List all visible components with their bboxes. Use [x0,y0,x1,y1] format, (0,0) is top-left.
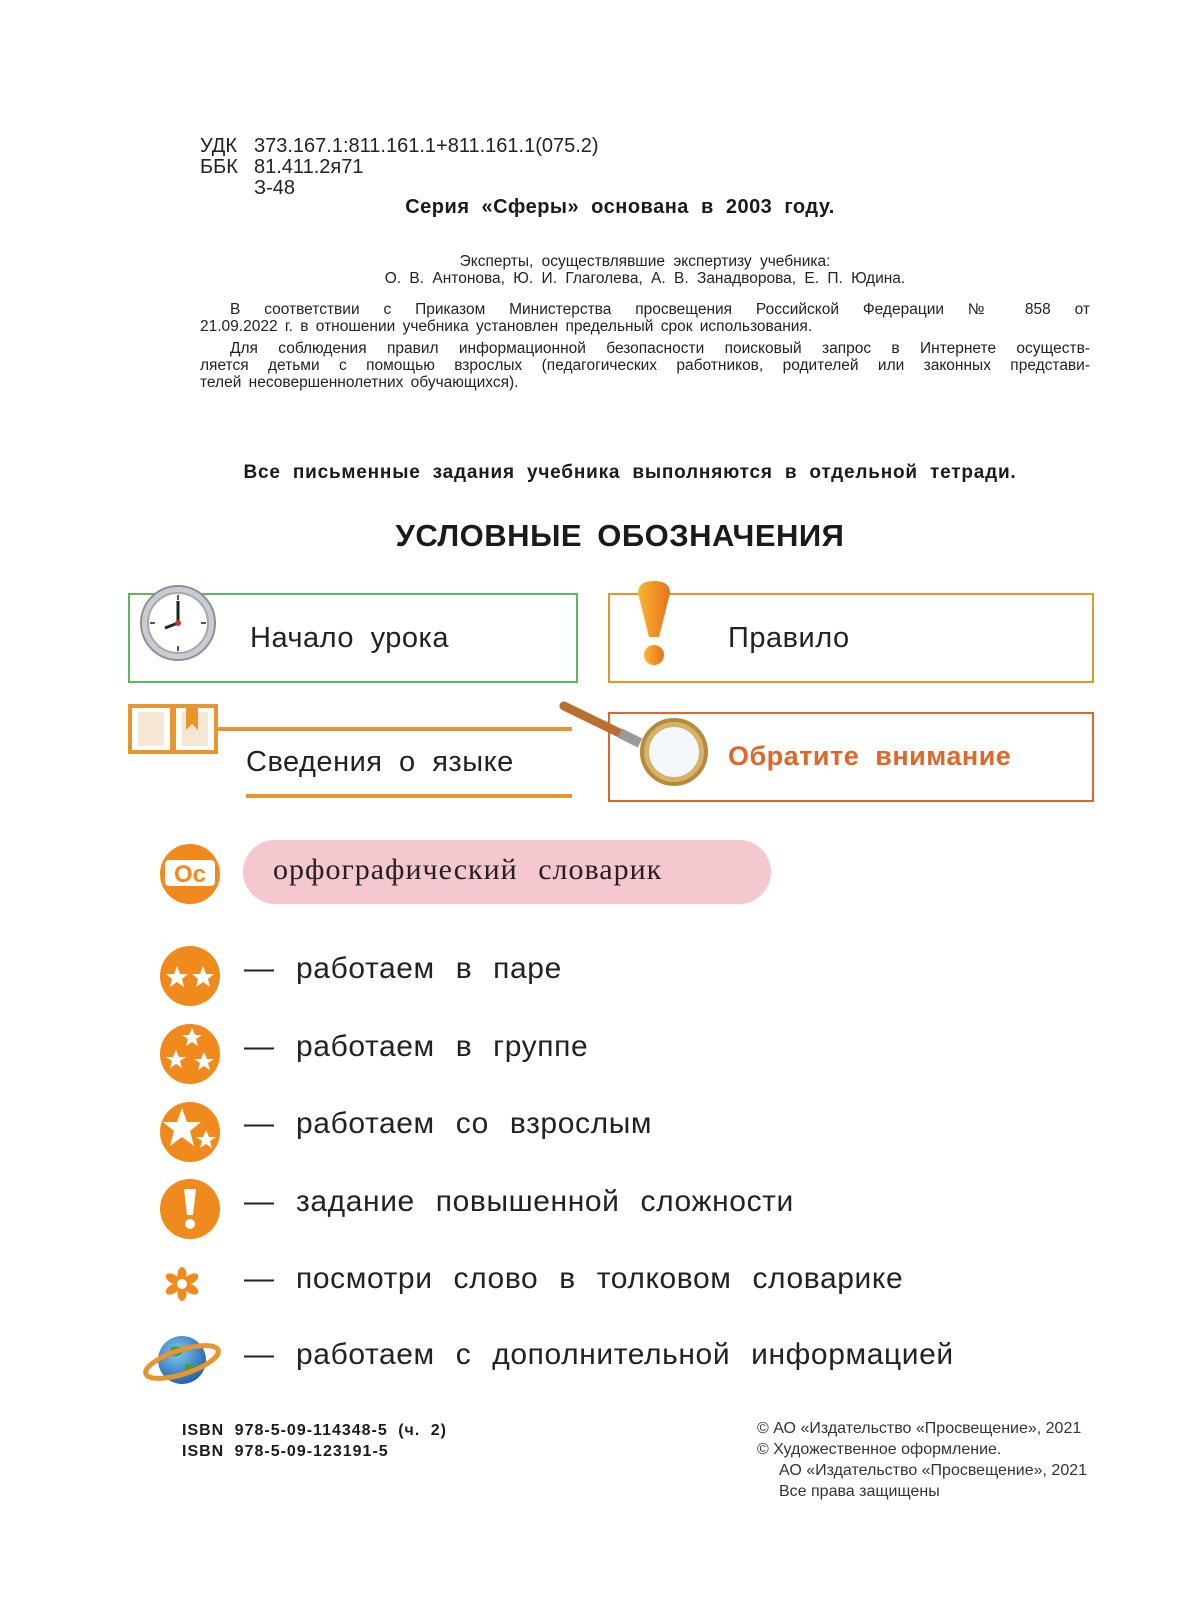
copyright-block [757,1418,1087,1502]
experts-line1: Эксперты, осуществлявшие экспертизу учебника: [459,253,831,270]
clock-icon [138,583,218,663]
legend-dash: — [244,952,275,985]
experts-block [200,253,1090,287]
safety-notice [200,340,1090,391]
language-info-label: Сведения о языке [246,746,514,778]
legend-row-text: работаем со взрослым [296,1107,653,1140]
legend-row-text: посмотри слово в толковом словарике [296,1262,904,1295]
legend-title: УСЛОВНЫЕ ОБОЗНАЧЕНИЯ [395,518,845,553]
rule-box [608,593,1094,683]
legend-row-text: задание повышенной сложности [296,1185,794,1218]
series-note: Серия «Сферы» основана в 2003 году. [405,196,835,218]
magnifier-icon [558,700,714,796]
safety-line2: ляется детьми с помощью взрослых (педагогических работников, родителей или законных представи- [200,357,1090,374]
written-tasks-note: Все письменные задания учебника выполняются в отдельной тетради. [243,462,1017,483]
isbn-line1: ISBN 978-5-09-114348-5 (ч. 2) [182,1422,447,1439]
legend-row-text: работаем в группе [296,1030,589,1063]
legend-row-difficulty [244,1185,794,1219]
bbk-label: ББК [200,156,238,178]
legend-row-text: работаем в паре [296,952,562,985]
udk-label: УДК [200,135,238,157]
legend-row-dictionary [244,1262,903,1296]
udk-value: 373.167.1:811.161.1+811.161.1(075.2) [254,135,599,157]
legend-row-adult [244,1107,652,1141]
legend-dash: — [244,1107,275,1140]
exclamation-icon [158,1177,222,1241]
author-mark: З-48 [254,177,295,199]
group-stars-icon [158,1022,222,1086]
legend-dash: — [244,1185,275,1218]
experts-line2: О. В. Антонова, Ю. И. Глаголева, А. В. Занадворова, Е. П. Юдина. [384,270,906,287]
language-info-top-line [216,727,572,731]
legend-dash: — [244,1262,275,1295]
copyright-line1: © АО «Издательство «Просвещение», 2021 [757,1420,1082,1437]
ortho-dictionary-label: орфографический словарик [273,853,663,886]
legend-dash: — [244,1338,275,1371]
rule-label: Правило [728,622,850,654]
isbn-line2: ISBN 978-5-09-123191-5 [182,1443,389,1460]
pair-stars-icon [158,944,222,1008]
language-info-bottom-line [246,794,572,798]
legend-row-text: работаем с дополнительной информацией [296,1338,954,1371]
lesson-start-label: Начало урока [250,622,449,654]
term-line1: В соответствии с Приказом Министерства просвещения Российской Федерации № 858 от [230,301,1090,318]
bbk-value: 81.411.2я71 [254,156,364,178]
ortho-icon-text: Ос [173,861,207,888]
legend-row-extra-info [244,1338,954,1372]
safety-line3: телей несовершеннолетних обучающихся). [200,374,519,391]
term-notice [200,301,1090,335]
term-line2: 21.09.2022 г. в отношении учебника установлен предельный срок использования. [200,318,813,335]
rule-exclamation-icon [632,579,676,669]
copyright-line3: АО «Издательство «Просвещение», 2021 [779,1462,1088,1479]
legend-dash: — [244,1030,275,1063]
ortho-dictionary-icon [158,842,222,906]
adult-stars-icon [158,1100,222,1164]
attention-label: Обратите внимание [728,741,1012,771]
legend-row-group [244,1030,588,1064]
globe-icon [142,1328,222,1392]
copyright-line2: © Художественное оформление. [757,1441,1002,1458]
isbn-block [182,1420,447,1462]
rights-reserved: Все права защищены [779,1483,940,1500]
asterisk-icon [164,1266,200,1302]
open-book-icon [126,700,220,758]
udk-block [200,136,599,199]
safety-line1: Для соблюдения правил информационной безопасности поисковый запрос в Интернете осуществ- [230,340,1090,357]
legend-row-pair [244,952,562,986]
